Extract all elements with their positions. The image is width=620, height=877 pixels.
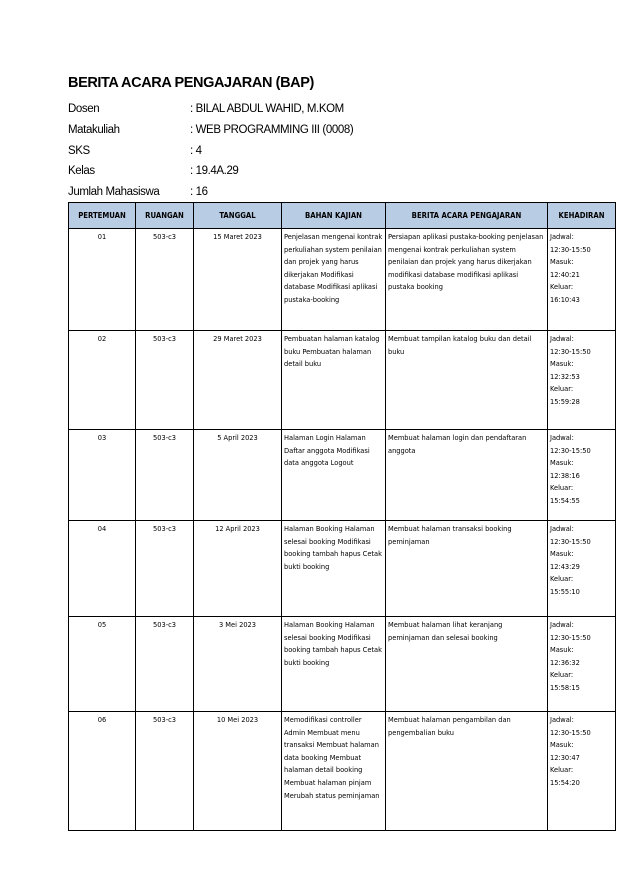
cell-kehadiran [548, 331, 616, 430]
info-label: SKS [68, 144, 90, 157]
info-label: Dosen [68, 103, 100, 116]
kehadiran-line: 12:40:21 [550, 269, 580, 279]
kehadiran-line: Masuk: [550, 549, 574, 559]
cell-bahan-kajian: Memodifikasi controller Admin Membuat menu transaksi Membuat halaman data booking Membuat halaman detail booking Membuat halaman pinjam Merubah status peminjaman [282, 712, 386, 831]
cell-ruangan: 503-c3 [136, 430, 194, 521]
column-header-tanggal: TANGGAL [194, 203, 282, 229]
info-label: Jumlah Mahasiswa [68, 186, 160, 199]
kehadiran-line: Jadwal: [550, 232, 574, 241]
table-row [69, 521, 616, 617]
cell-kehadiran [548, 617, 616, 712]
kehadiran-line: 12:30-15:50 [550, 727, 591, 737]
column-header-berita-acara: BERITA ACARA PENGAJARAN [386, 203, 548, 229]
cell-kehadiran [548, 712, 616, 831]
kehadiran-line: 12:30-15:50 [550, 632, 591, 642]
column-header-pertemuan: PERTEMUAN [69, 203, 136, 229]
cell-tanggal: 12 April 2023 [194, 521, 282, 617]
cell-pertemuan: 03 [69, 430, 136, 521]
kehadiran-line: Masuk: [550, 740, 574, 750]
info-row-kelas [68, 161, 353, 182]
info-row-jumlah-mahasiswa [68, 182, 353, 203]
kehadiran-line: Keluar: [550, 483, 574, 493]
kehadiran-line: Masuk: [550, 458, 574, 468]
kehadiran-line: 15:59:28 [550, 396, 580, 406]
cell-ruangan: 503-c3 [136, 331, 194, 430]
cell-tanggal: 15 Maret 2023 [194, 229, 282, 331]
kehadiran-line: Jadwal: [550, 715, 574, 724]
table-header-row [69, 203, 616, 229]
cell-ruangan: 503-c3 [136, 229, 194, 331]
cell-berita-acara: Membuat tampilan katalog buku dan detail buku [386, 331, 548, 430]
kehadiran-line: 12:32:53 [550, 371, 580, 381]
cell-bahan-kajian: Halaman Booking Halaman selesai booking Modifikasi booking tambah hapus Cetak bukti booking [282, 617, 386, 712]
kehadiran-line: Jadwal: [550, 524, 574, 533]
kehadiran-line: 12:38:16 [550, 470, 580, 480]
kehadiran-line: Masuk: [550, 645, 574, 655]
document-title: BERITA ACARA PENGAJARAN (BAP) [68, 75, 314, 91]
bap-table [68, 202, 616, 831]
info-value: : WEB PROGRAMMING III (0008) [190, 124, 354, 137]
table-row [69, 617, 616, 712]
kehadiran-line: Masuk: [550, 359, 574, 369]
cell-berita-acara: Persiapan aplikasi pustaka-booking penjelasan mengenai kontrak perkuliahan system penilaian dan projek yang harus dikerjakan modifikasi database modifikasi aplikasi pustaka booking [386, 229, 548, 331]
cell-bahan-kajian: Pembuatan halaman katalog buku Pembuatan halaman detail buku [282, 331, 386, 430]
cell-berita-acara: Membuat halaman login dan pendaftaran anggota [386, 430, 548, 521]
cell-ruangan: 503-c3 [136, 712, 194, 831]
kehadiran-line: 12:43:29 [550, 561, 580, 571]
kehadiran-line: 12:30-15:50 [550, 536, 591, 546]
kehadiran-line: Keluar: [550, 282, 574, 292]
cell-ruangan: 503-c3 [136, 521, 194, 617]
kehadiran-line: 15:55:10 [550, 586, 580, 596]
kehadiran-line: 12:30-15:50 [550, 346, 591, 356]
info-value: : 16 [190, 186, 208, 199]
kehadiran-line: Masuk: [550, 257, 574, 267]
column-header-kehadiran: KEHADIRAN [548, 203, 616, 229]
cell-bahan-kajian: Penjelasan mengenai kontrak perkuliahan system penilaian dan projek yang harus dikerjakan Modifikasi database Modifikasi aplikasi pustaka-booking [282, 229, 386, 331]
kehadiran-line: Keluar: [550, 384, 574, 394]
cell-tanggal: 10 Mei 2023 [194, 712, 282, 831]
column-header-ruangan: RUANGAN [136, 203, 194, 229]
cell-kehadiran [548, 521, 616, 617]
cell-bahan-kajian: Halaman Booking Halaman selesai booking Modifikasi booking tambah hapus Cetak bukti booking [282, 521, 386, 617]
cell-berita-acara: Membuat halaman pengambilan dan pengembalian buku [386, 712, 548, 831]
table-row [69, 430, 616, 521]
kehadiran-line: Keluar: [550, 574, 574, 584]
info-row-sks [68, 140, 353, 161]
info-block [68, 99, 353, 202]
cell-ruangan: 503-c3 [136, 617, 194, 712]
cell-tanggal: 5 April 2023 [194, 430, 282, 521]
column-header-bahan-kajian: BAHAN KAJIAN [282, 203, 386, 229]
info-value: : 19.4A.29 [190, 165, 239, 178]
kehadiran-line: 16:10:43 [550, 294, 580, 304]
kehadiran-line: 12:30:47 [550, 752, 580, 762]
kehadiran-line: Keluar: [550, 670, 574, 680]
cell-kehadiran [548, 430, 616, 521]
info-row-matakuliah [68, 120, 353, 141]
info-row-dosen [68, 99, 353, 120]
cell-tanggal: 3 Mei 2023 [194, 617, 282, 712]
kehadiran-line: Keluar: [550, 765, 574, 775]
info-value: : 4 [190, 144, 202, 157]
kehadiran-line: 15:54:55 [550, 495, 580, 505]
table-row [69, 331, 616, 430]
cell-pertemuan: 06 [69, 712, 136, 831]
cell-tanggal: 29 Maret 2023 [194, 331, 282, 430]
kehadiran-line: 12:36:32 [550, 657, 580, 667]
kehadiran-line: 12:30-15:50 [550, 445, 591, 455]
cell-berita-acara: Membuat halaman lihat keranjang peminjaman dan selesai booking [386, 617, 548, 712]
table-row [69, 712, 616, 831]
cell-kehadiran [548, 229, 616, 331]
kehadiran-line: 15:58:15 [550, 682, 580, 692]
kehadiran-line: Jadwal: [550, 433, 574, 442]
kehadiran-line: 12:30-15:50 [550, 244, 591, 254]
cell-bahan-kajian: Halaman Login Halaman Daftar anggota Modifikasi data anggota Logout [282, 430, 386, 521]
info-label: Matakuliah [68, 124, 120, 137]
cell-pertemuan: 02 [69, 331, 136, 430]
table-row [69, 229, 616, 331]
kehadiran-line: Jadwal: [550, 334, 574, 343]
cell-pertemuan: 04 [69, 521, 136, 617]
kehadiran-line: Jadwal: [550, 620, 574, 629]
kehadiran-line: 15:54:20 [550, 777, 580, 787]
info-label: Kelas [68, 165, 95, 178]
cell-pertemuan: 01 [69, 229, 136, 331]
cell-pertemuan: 05 [69, 617, 136, 712]
info-value: : BILAL ABDUL WAHID, M.KOM [190, 103, 344, 116]
cell-berita-acara: Membuat halaman transaksi booking peminjaman [386, 521, 548, 617]
